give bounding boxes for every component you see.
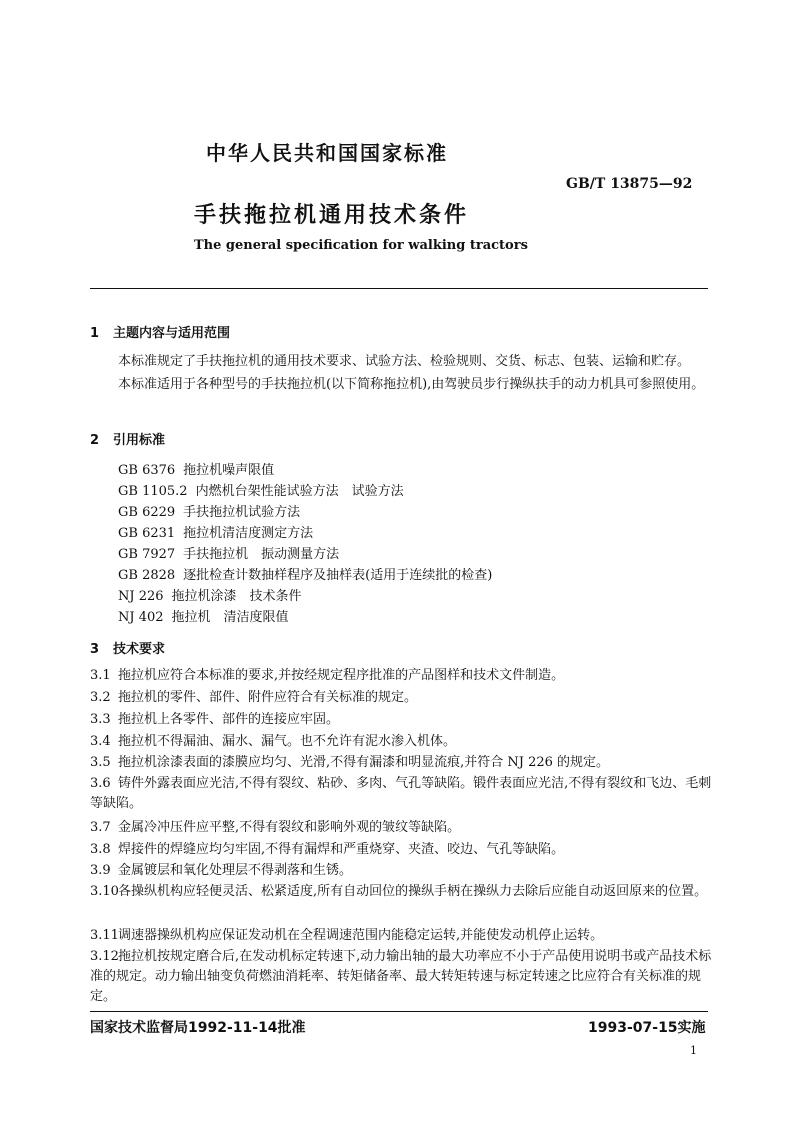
ref-code: NJ 402 xyxy=(118,610,164,625)
ref-item xyxy=(118,522,313,541)
title-cn: 手扶拖拉机通用技术条件 xyxy=(194,203,470,228)
clause-text: 各操纵机构应轻便灵活、松紧适度,所有自动回位的操纵手柄在操纵力去除后应能自动返回原来的位置。 xyxy=(118,884,708,899)
clause-3-4 xyxy=(90,732,712,752)
section-3-heading xyxy=(90,638,165,657)
ref-title: 拖拉机清洁度测定方法 xyxy=(183,526,314,541)
clause-3-8 xyxy=(90,840,712,860)
clause-text: 金属冷冲压件应平整,不得有裂纹和影响外观的皱纹等缺陷。 xyxy=(118,820,461,835)
clause-3-5 xyxy=(90,753,712,773)
clause-3-12 xyxy=(90,947,712,1007)
section-1-number: 1 xyxy=(90,326,100,341)
page-number: 1 xyxy=(690,1044,697,1057)
ref-item xyxy=(118,585,302,604)
standard-number: GB/T 13875—92 xyxy=(566,176,693,192)
section-1-title: 主题内容与适用范围 xyxy=(113,326,231,341)
clause-number: 3.5 xyxy=(90,755,111,770)
clause-text: 拖拉机不得漏油、漏水、漏气。也不允许有泥水渗入机体。 xyxy=(118,734,457,749)
ref-title: 内燃机台架性能试验方法 试验方法 xyxy=(195,484,404,499)
section-1-heading xyxy=(90,322,230,341)
ref-code: GB 2828 xyxy=(118,568,176,583)
clause-number: 3.11 xyxy=(90,928,119,943)
section-2-title: 引用标准 xyxy=(113,433,166,448)
clause-3-9 xyxy=(90,861,712,881)
ref-code: GB 6376 xyxy=(118,463,176,478)
section-1-paragraph-1: 本标准规定了手扶拖拉机的通用技术要求、试验方法、检验规则、交货、标志、包装、运输和贮存。 xyxy=(118,354,691,369)
clause-number: 3.7 xyxy=(90,820,111,835)
clause-3-6 xyxy=(90,774,712,814)
clause-text: 拖拉机上各零件、部件的连接应牢固。 xyxy=(118,712,340,727)
section-3-number: 3 xyxy=(90,642,100,657)
national-standard-heading: 中华人民共和国国家标准 xyxy=(206,141,448,165)
ref-code: GB 7927 xyxy=(118,547,176,562)
clause-number: 3.4 xyxy=(90,734,111,749)
ref-item xyxy=(118,501,300,520)
clause-3-11 xyxy=(90,926,712,946)
clause-text: 调速器操纵机构应保证发动机在全程调速范围内能稳定运转,并能使发动机停止运转。 xyxy=(118,928,604,943)
clause-text: 拖拉机应符合本标准的要求,并按经规定程序批准的产品图样和技术文件制造。 xyxy=(118,668,565,683)
ref-item xyxy=(118,480,404,499)
clause-text: 焊接件的焊缝应均匀牢固,不得有漏焊和严重烧穿、夹渣、咬边、气孔等缺陷。 xyxy=(118,842,565,857)
clause-text: 拖拉机涂漆表面的漆膜应均匀、光滑,不得有漏漆和明显流痕,并符合 NJ 226 的规定。 xyxy=(118,755,610,770)
ref-title: 逐批检查计数抽样程序及抽样表(适用于连续批的检查) xyxy=(183,568,493,583)
clause-number: 3.8 xyxy=(90,842,111,857)
ref-item xyxy=(118,564,492,583)
clause-number: 3.10 xyxy=(90,884,119,899)
ref-code: GB 6229 xyxy=(118,505,176,520)
ref-item xyxy=(118,543,339,562)
clause-text: 铸件外露表面应光洁,不得有裂纹、粘砂、多肉、气孔等缺陷。锻件表面应光洁,不得有裂纹和飞边、毛刺等缺陷。 xyxy=(90,776,712,811)
clause-text: 金属镀层和氧化处理层不得剥落和生锈。 xyxy=(118,863,353,878)
ref-title: 手扶拖拉机 振动测量方法 xyxy=(183,547,340,562)
clause-3-10 xyxy=(90,882,712,902)
title-en: The general specification for walking tractors xyxy=(194,238,528,253)
ref-item xyxy=(118,459,274,478)
approval-line: 国家技术监督局1992-11-14批准 xyxy=(90,1020,306,1036)
footer-rule xyxy=(90,1011,708,1012)
clause-3-1 xyxy=(90,666,712,686)
section-1-paragraph-2: 本标准适用于各种型号的手扶拖拉机(以下简称拖拉机),由驾驶员步行操纵扶手的动力机具可参照使用。 xyxy=(118,377,705,392)
ref-title: 拖拉机涂漆 技术条件 xyxy=(171,589,302,604)
clause-number: 3.6 xyxy=(90,776,111,791)
section-2-heading xyxy=(90,429,165,448)
ref-code: GB 6231 xyxy=(118,526,176,541)
clause-text: 拖拉机的零件、部件、附件应符合有关标准的规定。 xyxy=(118,690,418,705)
clause-number: 3.3 xyxy=(90,712,111,727)
ref-title: 拖拉机 清洁度限值 xyxy=(171,610,289,625)
ref-title: 手扶拖拉机试验方法 xyxy=(183,505,301,520)
clause-number: 3.2 xyxy=(90,690,111,705)
section-2-number: 2 xyxy=(90,433,100,448)
clause-number: 3.9 xyxy=(90,863,111,878)
clause-text: 拖拉机按规定磨合后,在发动机标定转速下,动力输出轴的最大功率应不小于产品使用说明书或产品技术标准的规定。动力输出轴变负荷燃油消耗率、转矩储备率、最大转矩转速与标定转速之比应符合有关标准的规定。 xyxy=(90,949,712,1004)
header-rule xyxy=(90,288,708,289)
ref-code: GB 1105.2 xyxy=(118,484,188,499)
ref-title: 拖拉机噪声限值 xyxy=(183,463,275,478)
clause-number: 3.1 xyxy=(90,668,111,683)
clause-3-2 xyxy=(90,688,712,708)
effective-line: 1993-07-15实施 xyxy=(588,1020,706,1036)
ref-code: NJ 226 xyxy=(118,589,164,604)
clause-number: 3.12 xyxy=(90,949,119,964)
section-3-title: 技术要求 xyxy=(113,642,166,657)
clause-3-7 xyxy=(90,818,712,838)
ref-item xyxy=(118,606,289,625)
clause-3-3 xyxy=(90,710,712,730)
